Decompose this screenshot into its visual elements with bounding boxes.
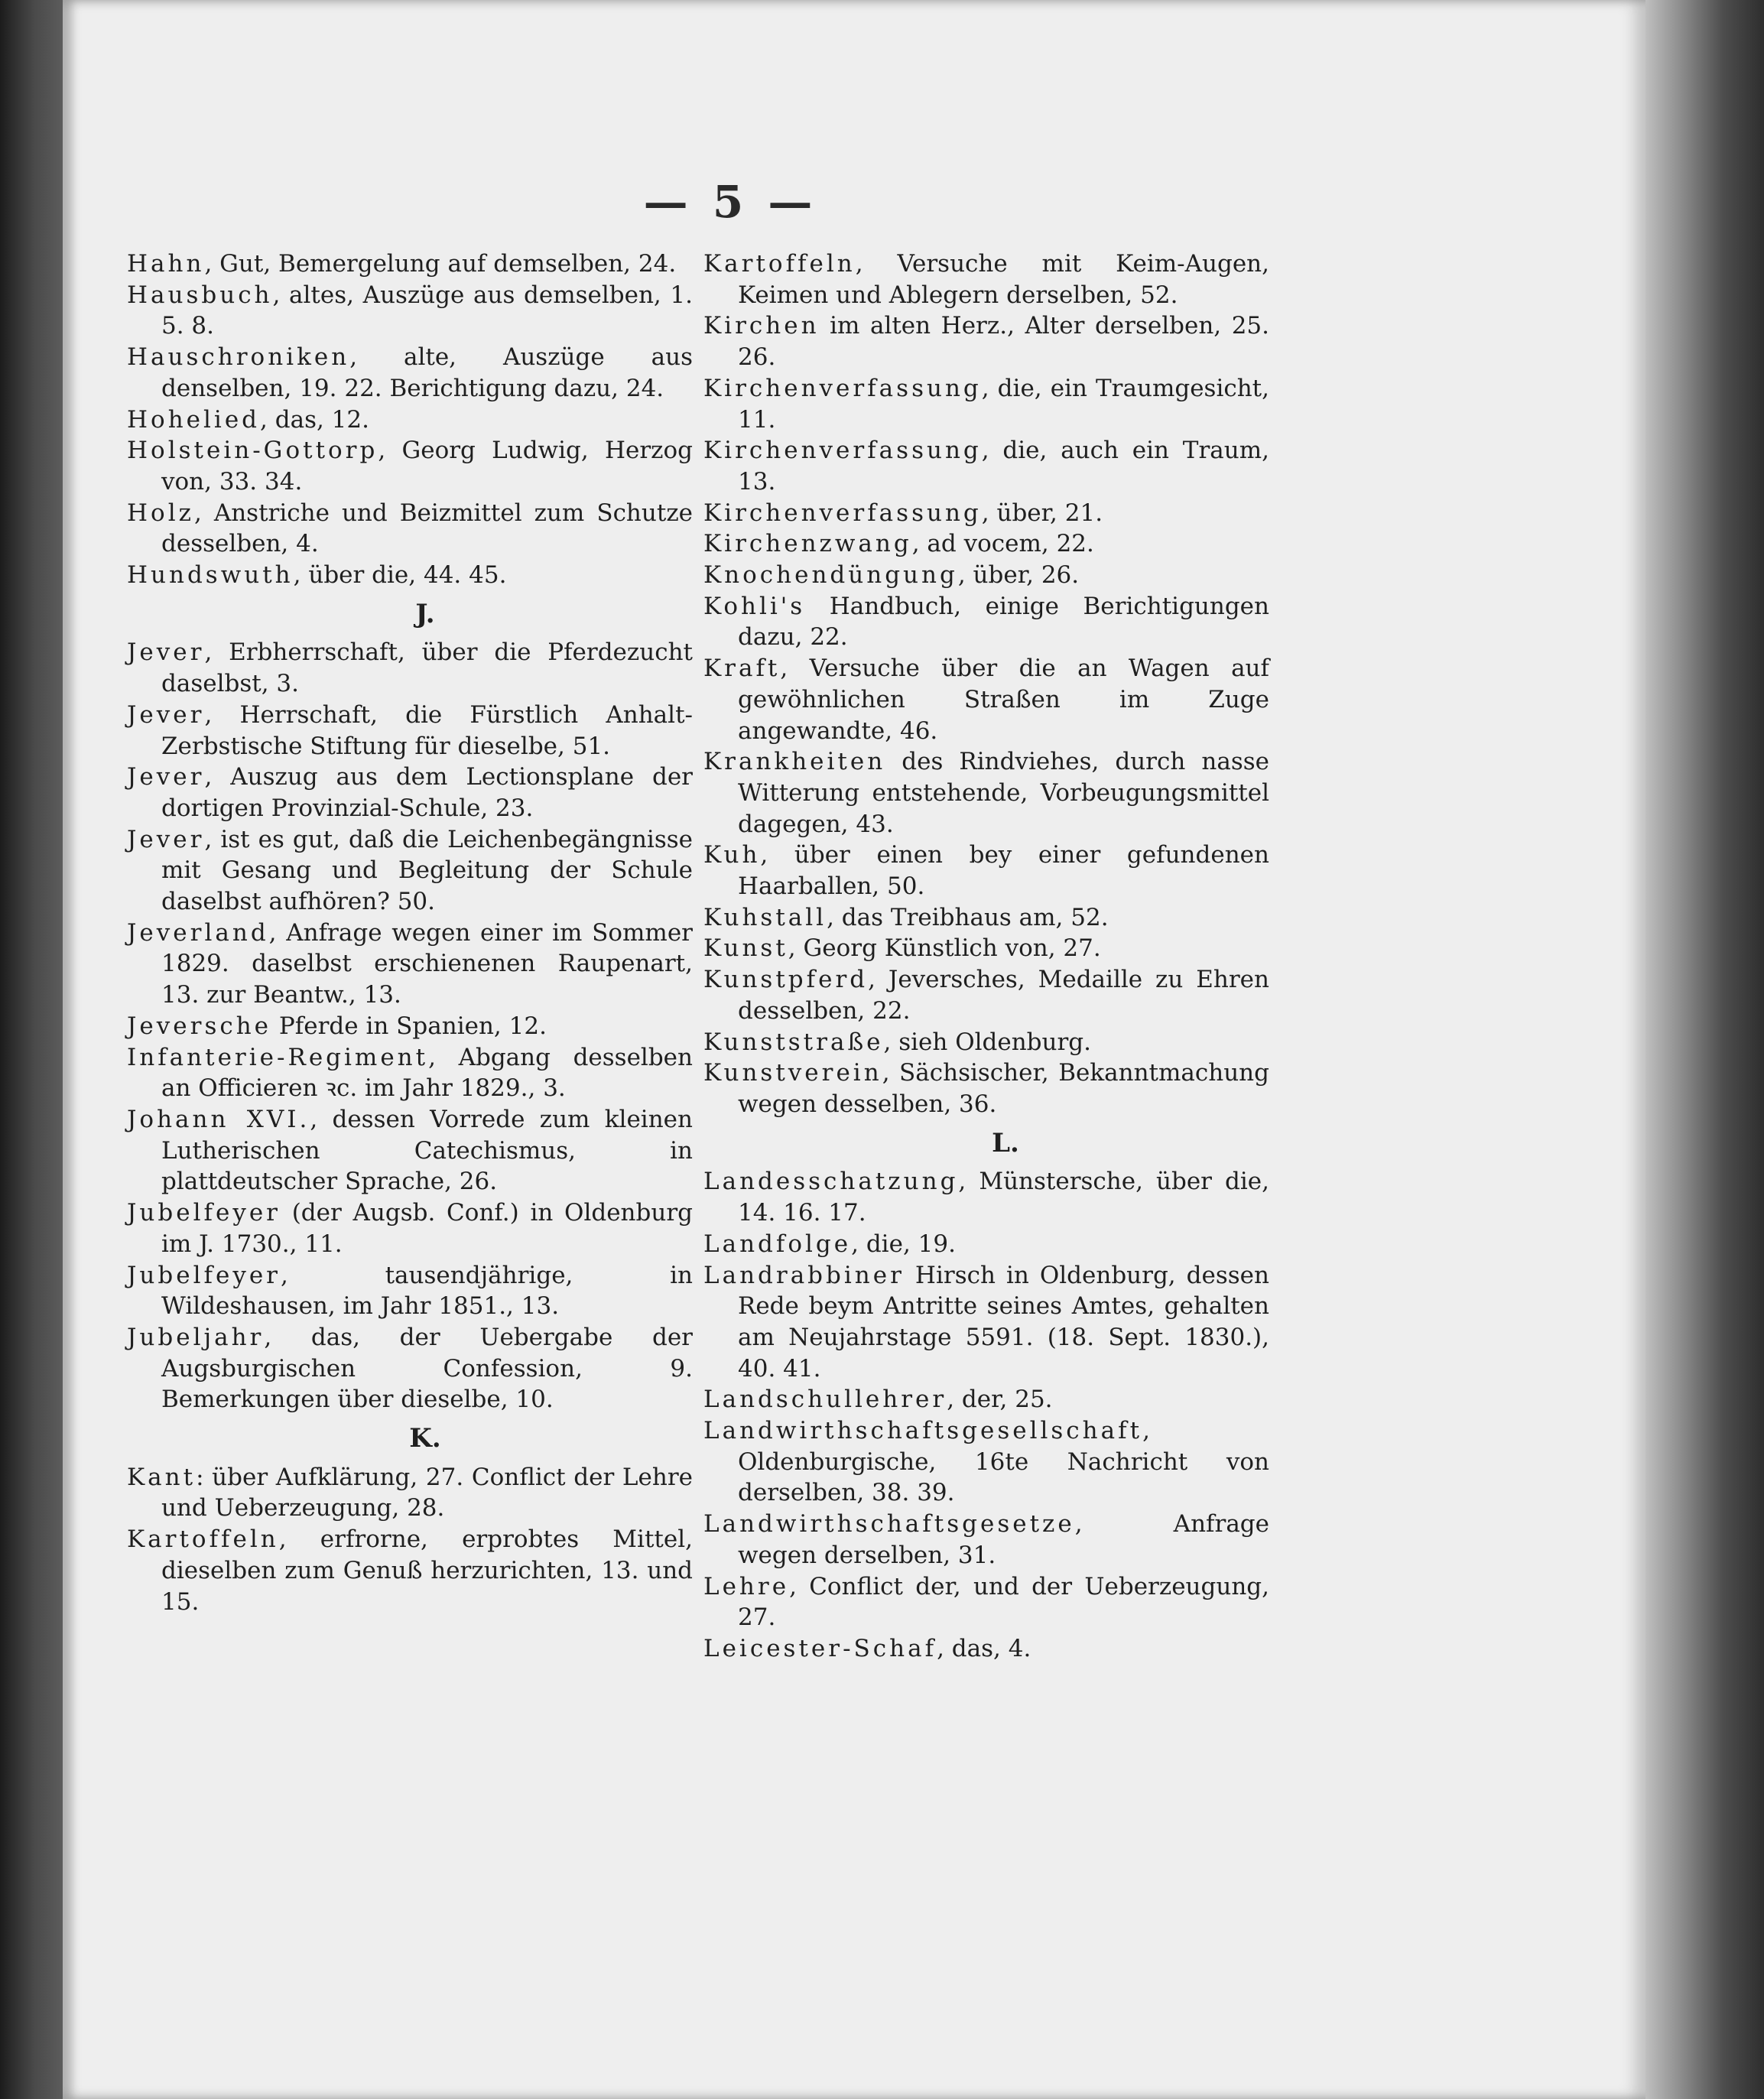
index-entry-text: Hirsch in Oldenburg, dessen Rede beym Antritte seines Amtes, gehalten am Neujahrstage 5591. (18. Sept. 1830.), 40. 41. [738, 1261, 1269, 1383]
index-entry-text: , Jeversches, Medaille zu Ehren desselben, 22. [738, 966, 1269, 1025]
index-entry-term: Kuh [703, 841, 761, 869]
index-entry [703, 528, 1269, 560]
index-entry-text: (der Augsb. Conf.) in Oldenburg im J. 1730., 11. [161, 1199, 693, 1258]
index-entry-text: , altes, Auszüge aus demselben, 1. 5. 8. [161, 281, 693, 340]
index-entry-term: Holz [127, 499, 194, 527]
index-entry-term: Landrabbiner [703, 1261, 905, 1289]
index-entry [127, 762, 693, 824]
page-number-value: 5 [712, 176, 749, 228]
index-entry-term: Jubelfeyer [127, 1261, 281, 1289]
index-entry-text: des Rindviehes, durch nasse Witterung entstehende, Vorbeugungsmittel dagegen, 43. [738, 748, 1269, 838]
index-entry-text: , Anstriche und Beizmittel zum Schutze desselben, 4. [161, 499, 693, 558]
page-number-dash-right: — [748, 176, 817, 228]
index-entry-text: : über Aufklärung, 27. Conflict der Lehre und Ueberzeugung, 28. [161, 1463, 693, 1522]
index-entry-text: , Conflict der, und der Ueberzeugung, 27. [738, 1572, 1269, 1632]
index-entry-term: Johann XVI. [127, 1105, 310, 1133]
index-entry [703, 902, 1269, 934]
index-entry [127, 918, 693, 1011]
index-entry [127, 1042, 693, 1104]
index-entry-term: Jubeljahr [127, 1323, 265, 1351]
index-entry-term: Kant [127, 1463, 197, 1491]
index-entry-term: Kirchen [703, 312, 820, 340]
index-entry-text: , Gut, Bemergelung auf demselben, 24. [204, 250, 677, 278]
index-entry-term: Lehre [703, 1572, 790, 1600]
index-entry [703, 591, 1269, 653]
letter-heading: J. [415, 598, 435, 629]
index-entry-text: , Versuche über die an Wagen auf gewöhnlichen Straßen im Zuge angewandte, 46. [738, 655, 1269, 745]
index-entry [127, 824, 693, 918]
index-entry-text: , die, auch ein Traum, 13. [738, 437, 1269, 496]
index-entry [127, 405, 693, 436]
index-entry [703, 1260, 1269, 1385]
index-entry-text: , sieh Oldenburg. [883, 1028, 1092, 1056]
index-entry-term: Kirchenverfassung [703, 499, 982, 527]
index-entry-text: , Erbherrschaft, über die Pferdezucht daselbst, 3. [161, 638, 693, 698]
index-entry [127, 498, 693, 560]
index-entry [703, 1166, 1269, 1228]
index-entry [703, 310, 1269, 372]
index-entry-term: Kunstverein [703, 1059, 882, 1087]
index-entry-text: , dessen Vorrede zum kleinen Lutherischen Catechismus, in plattdeutscher Sprache, 26. [161, 1105, 693, 1196]
index-entry-term: Hahn [127, 250, 205, 278]
index-entry-text: im alten Herz., Alter derselben, 25. 26. [738, 312, 1269, 372]
index-entry-term: Jever [127, 638, 205, 667]
index-entry [127, 342, 693, 404]
index-entry-term: Jeversche [127, 1012, 272, 1040]
index-entry [703, 435, 1269, 497]
index-entry [703, 1509, 1269, 1571]
index-entry-text: , Münstersche, über die, 14. 16. 17. [738, 1168, 1269, 1227]
index-entry-text: , Anfrage wegen derselben, 31. [738, 1510, 1269, 1569]
index-entry [703, 560, 1269, 591]
index-entry-text: , Abgang desselben an Officieren ꝛc. im Jahr 1829., 3. [161, 1043, 693, 1103]
index-entry-term: Hundswuth [127, 561, 294, 590]
index-entry-text: Pferde in Spanien, 12. [271, 1012, 547, 1040]
index-column-left [127, 249, 693, 1617]
index-entry [127, 1524, 693, 1617]
index-entry-text: , die, 19. [851, 1230, 956, 1258]
index-entry-text: , Oldenburgische, 16te Nachricht von derselben, 38. 39. [738, 1417, 1269, 1507]
index-entry-text: , das, 12. [260, 405, 369, 434]
index-entry-term: Kuhstall [703, 903, 827, 931]
index-entry-text: , Georg Ludwig, Herzog von, 33. 34. [161, 437, 693, 496]
index-entry-term: Hauschroniken [127, 343, 350, 372]
index-entry-term: Landfolge [703, 1230, 852, 1258]
index-entry [127, 1260, 693, 1322]
index-entry [703, 498, 1269, 529]
index-entry-text: , das, 4. [937, 1634, 1031, 1662]
index-entry [703, 964, 1269, 1026]
index-entry-text: , ist es gut, daß die Leichenbegängnisse mit Gesang und Begleitung der Schule daselbst aufhören? 50. [161, 825, 693, 916]
index-entry [127, 1104, 693, 1197]
index-entry [127, 280, 693, 342]
index-entry-text: , Auszug aus dem Lectionsplane der dortigen Provinzial-Schule, 23. [161, 763, 693, 822]
letter-heading: K. [409, 1423, 441, 1454]
index-entry-text: , die, ein Traumgesicht, 11. [738, 374, 1269, 434]
index-entry [703, 746, 1269, 840]
index-entry-text: , alte, Auszüge aus denselben, 19. 22. Berichtigung dazu, 24. [161, 343, 693, 402]
index-entry-term: Jeverland [127, 918, 269, 947]
index-entry-term: Hausbuch [127, 281, 273, 309]
index-entry-term: Kraft [703, 655, 781, 683]
index-entry [703, 653, 1269, 746]
index-entry-term: Kirchenverfassung [703, 437, 982, 465]
index-entry-term: Knochendüngung [703, 561, 958, 590]
index-entry-text: , tausendjährige, in Wildeshausen, im Jahr 1851., 13. [161, 1261, 693, 1321]
index-entry [703, 1027, 1269, 1058]
index-entry [703, 1415, 1269, 1509]
page-stack-edge [1629, 0, 1764, 2099]
index-entry [127, 637, 693, 699]
index-entry-text: , der, 25. [947, 1386, 1053, 1414]
letter-heading: L. [992, 1127, 1019, 1158]
index-entry-text: , Anfrage wegen einer im Sommer 1829. daselbst erschienenen Raupenart, 13. zur Beantw., 13. [161, 918, 693, 1009]
index-entry [703, 1229, 1269, 1260]
index-entry-term: Jever [127, 700, 205, 729]
index-entry-term: Kartoffeln [703, 250, 856, 278]
index-entry-term: Kunstpferd [703, 966, 869, 994]
index-entry-term: Kunststraße [703, 1028, 884, 1056]
index-entry-term: Krankheiten [703, 748, 886, 776]
index-entry-term: Landwirthschaftsgesellschaft [703, 1417, 1143, 1445]
index-entry [127, 1011, 693, 1042]
index-entry-term: Kohli's [703, 592, 806, 620]
index-entry-text: Handbuch, einige Berichtigungen dazu, 22. [738, 592, 1269, 651]
index-entry [703, 1384, 1269, 1415]
index-entry-text: , über, 26. [957, 561, 1080, 590]
index-entry [703, 373, 1269, 435]
index-entry-term: Hohelied [127, 405, 261, 434]
index-entry-text: , erfrorne, erprobtes Mittel, dieselben zum Genuß herzurichten, 13. und 15. [161, 1526, 693, 1616]
index-entry-text: , das, der Uebergabe der Augsburgischen Confession, 9. Bemerkungen über dieselbe, 10. [161, 1323, 693, 1414]
index-entry [703, 1571, 1269, 1633]
index-entry-term: Landwirthschaftsgesetze [703, 1510, 1075, 1539]
index-entry [127, 1462, 693, 1524]
index-entry [127, 1197, 693, 1259]
index-entry-term: Jever [127, 763, 205, 791]
index-entry-text: , über die, 44. 45. [293, 561, 507, 590]
index-entry-term: Infanterie-Regiment [127, 1043, 429, 1071]
index-entry-term: Landesschatzung [703, 1168, 959, 1196]
index-entry [703, 249, 1269, 310]
index-column-right [703, 249, 1269, 1665]
index-entry-term: Kirchenverfassung [703, 374, 982, 402]
index-entry-text: , das Treibhaus am, 52. [827, 903, 1109, 931]
index-entry [703, 1633, 1269, 1665]
index-entry-term: Kirchenzwang [703, 530, 912, 558]
index-entry-text: , ad vocem, 22. [911, 530, 1094, 558]
index-entry-term: Kunst [703, 934, 788, 963]
index-entry-term: Leicester-Schaf [703, 1634, 937, 1662]
index-entry [127, 560, 693, 591]
previous-page-edge [0, 0, 63, 2099]
index-entry-term: Landschullehrer [703, 1386, 947, 1414]
index-entry-term: Kartoffeln [127, 1526, 279, 1554]
index-entry-text: , über, 21. [981, 499, 1103, 527]
index-entry [703, 840, 1269, 902]
index-entry-term: Holstein-Gottorp [127, 437, 378, 465]
index-entry [127, 435, 693, 497]
page-number-dash-left: — [643, 176, 713, 228]
index-entry-text: , Herrschaft, die Fürstlich Anhalt-Zerbstische Stiftung für dieselbe, 51. [161, 700, 693, 760]
page-number [577, 176, 883, 228]
index-entry [703, 1058, 1269, 1119]
index-entry-text: , Georg Künstlich von, 27. [788, 934, 1101, 963]
index-entry-text: , über einen bey einer gefundenen Haarballen, 50. [738, 841, 1269, 901]
index-entry [127, 1322, 693, 1415]
index-entry-term: Jever [127, 825, 205, 853]
index-entry [127, 249, 693, 280]
index-entry-text: , Sächsischer, Bekanntmachung wegen desselben, 36. [738, 1059, 1269, 1118]
index-entry-term: Jubelfeyer [127, 1199, 281, 1227]
index-entry [703, 933, 1269, 964]
index-entry-text: , Versuche mit Keim-Augen, Keimen und Ablegern derselben, 52. [738, 250, 1269, 309]
index-entry [127, 700, 693, 762]
